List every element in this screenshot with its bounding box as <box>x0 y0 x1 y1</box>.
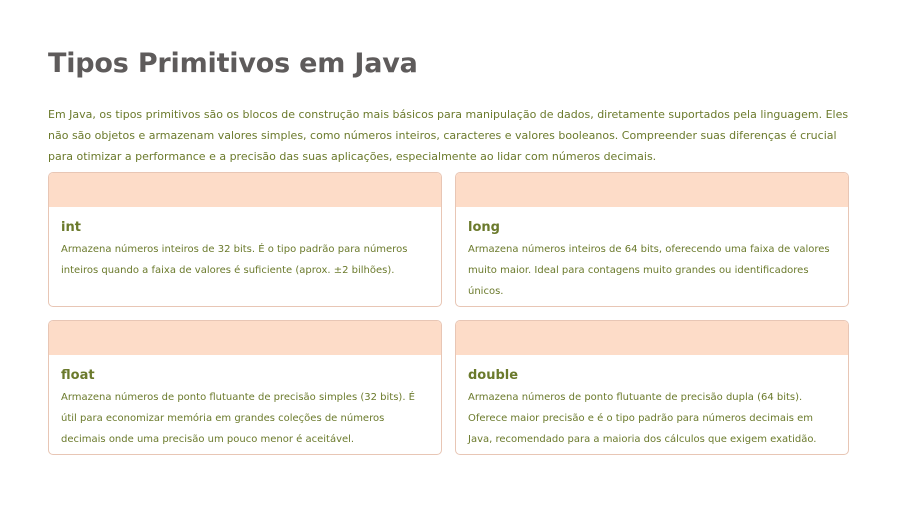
card-title: long <box>468 220 500 235</box>
card-description: Armazena números inteiros de 32 bits. É o tipo padrão para números inteiros quando a faixa de valores é suficiente (aprox. ±2 bilhões). <box>61 244 408 276</box>
card-header <box>456 173 848 207</box>
intro-paragraph: Em Java, os tipos primitivos são os blocos de construção mais básicos para manipulação de dados, diretamente suportados pela linguagem. Eles não são objetos e armazenam valores simples, como números inteiros, caracteres e valores booleanos. Compreender suas diferenças é crucial para otimizar a performance e a precisão das suas aplicações, especialmente ao lidar com números decimais. <box>48 108 849 163</box>
card-description: Armazena números inteiros de 64 bits, oferecendo uma faixa de valores muito maior. Ideal para contagens muito grandes ou identificadores únicos. <box>468 244 830 297</box>
card-header <box>49 173 441 207</box>
card-title: float <box>61 368 95 383</box>
card-description: Armazena números de ponto flutuante de precisão dupla (64 bits). Oferece maior precisão e é o tipo padrão para números decimais em Java, recomendado para a maioria dos cálculos que exigem exatidão. <box>468 392 817 445</box>
card-float <box>48 320 442 455</box>
card-description: Armazena números de ponto flutuante de precisão simples (32 bits). É útil para economizar memória em grandes coleções de números decimais onde uma precisão um pouco menor é aceitável. <box>61 392 415 445</box>
page-title: Tipos Primitivos em Java <box>48 48 418 79</box>
card-long <box>455 172 849 307</box>
card-header <box>49 321 441 355</box>
card-title: double <box>468 368 519 383</box>
card-int <box>48 172 442 307</box>
card-double <box>455 320 849 455</box>
card-title: int <box>61 220 81 235</box>
card-header <box>456 321 848 355</box>
